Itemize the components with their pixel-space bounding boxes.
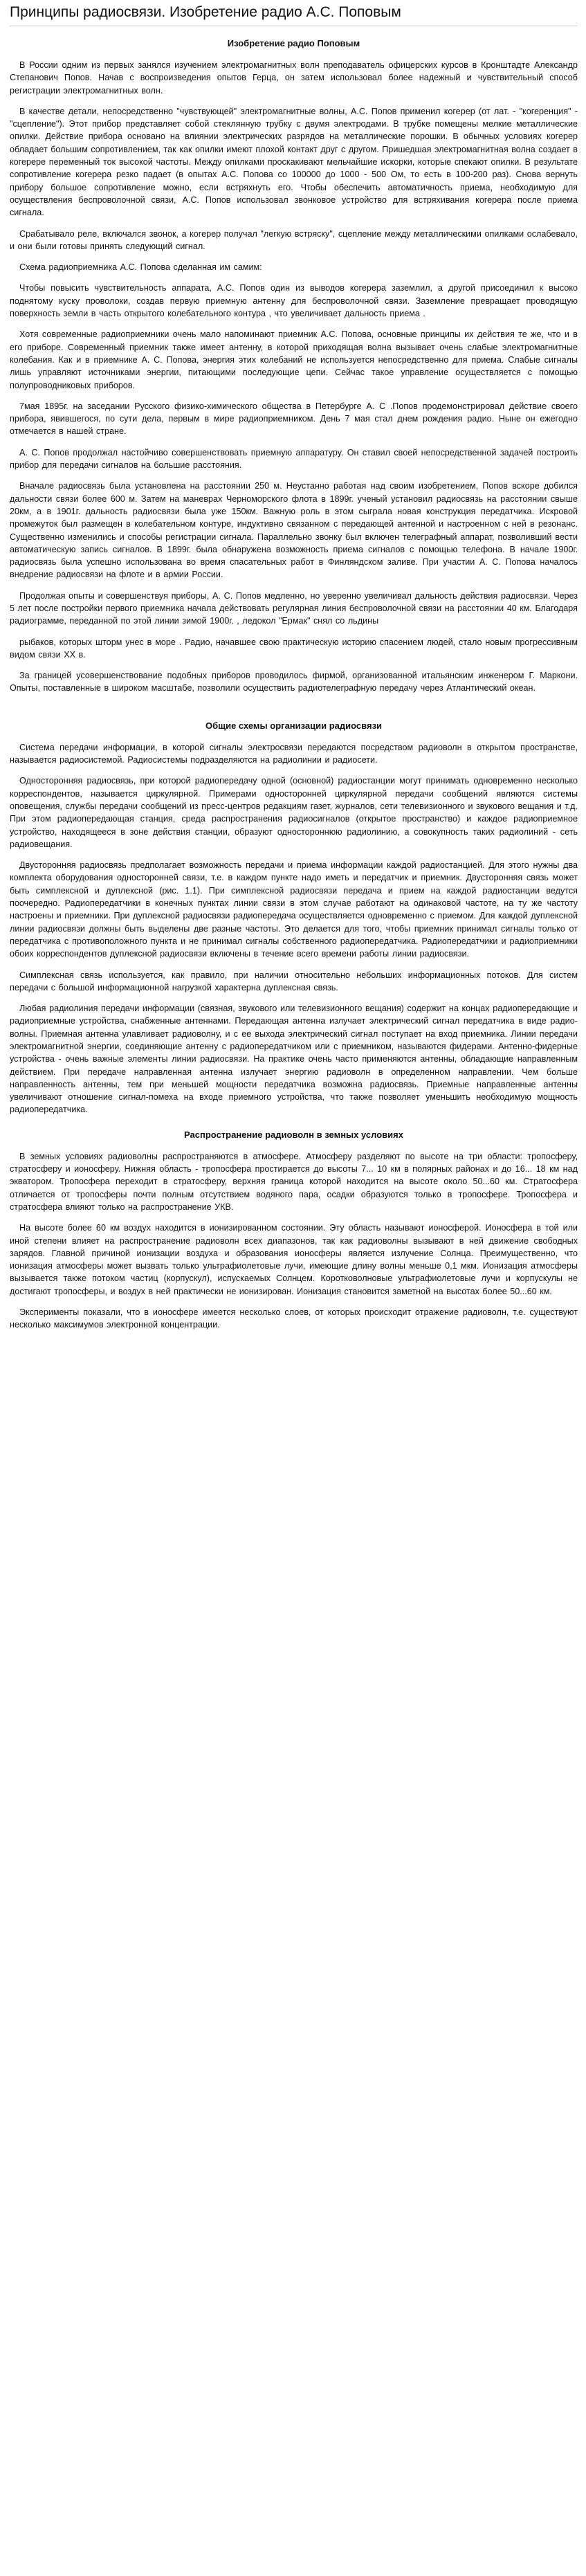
paragraph: В России одним из первых занялся изучением электромагнитных волн преподаватель офицерских курсов в Кронштадте Александр Степанович Попов. Начав с воспроизведения опытов Герца, он затем использовал более надежный и чувствительный способ регистрации электромагнитных волн.: [10, 60, 578, 96]
paragraph: А. С. Попов продолжал настойчиво совершенствовать приемную аппаратуру. Он ставил своей непосредственной задачей построить прибор для передачи сигналов на большие расстояния.: [10, 447, 578, 471]
paragraph: Эксперименты показали, что в ионосфере имеется несколько слоев, от которых происходит отражение радиоволн, т.е. существуют несколько максимумов электронной концентрации.: [10, 1307, 578, 1330]
paragraph: Срабатывало реле, включался звонок, а когерер получал "легкую встряску", сцепление между металлическими опилками ослабевало, и они были готовы принять следующий сигнал.: [10, 228, 578, 251]
paragraph: Двусторонняя радиосвязь предполагает возможность передачи и приема информации каждой радиостанцией. Для этого нужны два комплекта оборудования односторонней связи, т.е. в каждом пункте надо иметь и передатчик и приемник. Двусторонняя связь может быть симплексной и дуплексной (рис. 1.1). При симплексной радиосвязи передача и прием на каждой радиостанции ведутся поочередно. Радиопередатчики в конечных пунктах линии связи в этом случае работают на одинаковой частоте, на ту же частоту настроены и приемники. При дуплексной радиосвязи радиопередача осуществляется одновременно с приемом. Для каждой дуплексной линии радиосвязи должны быть выделены две разные частоты. Это делается для того, чтобы приемник принимал сигналы только от передатчика с противоположного пункта и не принимал сигналы собственного радиопередатчика. Радиопередатчики и радиоприемники обоих корреспондентов дуплексной радиосвязи включены в течение всего времени работы линии радиосвязи.: [10, 860, 578, 959]
article-body: [10, 37, 578, 1332]
paragraph: Любая радиолиния передачи информации (связная, звукового или телевизионного вещания) содержит на концах радиопередающие и радиоприемные устройства, снабженные антеннами. Передающая антенна излучает электрический сигнал передатчика в виде радио-волны. Приемная антенна улавливает радиоволну, и с ее выхода электрический сигнал поступает на вход приемника. Линии передачи электромагнитной энергии, соединяющие антенну с радиопередатчиком или с приемником, называются фидерами. Антенно-фидерные устройства - очень важные элементы линии радиосвязи. На практике очень часто применяются антенны, обладающие направленным действием. При передаче направленная антенна излучает энергию радиоволн в определенном направлении. Чем больше направленность антенны, тем при меньшей мощности передатчика возможна радиосвязь. Приемные направленные антенны увеличивают отношение сигнал-помеха на входе приемного устройства, что также позволяет уменьшить необходимую мощность радиопередатчика.: [10, 1004, 578, 1115]
paragraph: Чтобы повысить чувствительность аппарата, А.С. Попов один из выводов когерера заземлил, а другой присоединил к высоко поднятому куску проволоки, создав первую приемную антенну для беспроволочной связи. Заземление превращает проводящую поверхность земли в часть открытого колебательного контура , что увеличивает дальность приема .: [10, 283, 578, 319]
section-wave-propagation: [10, 1129, 578, 1332]
paragraph: Односторонняя радиосвязь, при которой радиопередачу одной (основной) радиостанции могут принимать одновременно несколько корреспондентов, называется циркулярной. Примерами односторонней циркулярной передачи сообщений являются системы оповещения, службы передачи сообщений из пресс-центров редакциям газет, журналов, сети телевизионного и звукового вещания и т.д. При этом радиопередающая станция, среда распространения радиосигналов (открытое пространство) и каждое радиоприемное устройство, находящееся в зоне действия станции, образуют одностороннюю радиолинию, а совокупность таких радиолиний - сеть радиовещания.: [10, 776, 578, 849]
section-popov-invention: [10, 37, 578, 695]
paragraph: В земных условиях радиоволны распространяются в атмосфере. Атмосферу разделяют по высоте на три области: тропосферу, стратосферу и ионосферу. Нижняя область - тропосфера простирается до высоты 7... 10 км в полярных районах и до 16... 18 км над экватором. Тропосфера переходит в стратосферу, верхняя граница которой находится на высоте около 50...60 км. Стратосфера отличается от тропосферы почти полным отсутствием водяного пара, осадки образуются только в тропосфере. Тропосфера и стратосфера влияют только на распространение УКВ.: [10, 1151, 578, 1212]
paragraph: Схема радиоприемника А.С. Попова сделанная им самим:: [19, 262, 262, 273]
paragraph: Продолжая опыты и совершенствуя приборы, А. С. Попов медленно, но уверенно увеличивал дальность действия радиосвязи. Через 5 лет после постройки первого приемника начала действовать регулярная линия беспроволочной связи на расстоянии 40 км. Благодаря радиограмме, переданной по этой линии зимой 1900г. , ледокол "Ермак" снял со льдины: [10, 590, 578, 626]
paragraph: В качестве детали, непосредственно "чувствующей" электромагнитные волны, А.С. Попов применил когерер (от лат. - "когеренция" - "сцепление"). Этот прибор представляет собой стеклянную трубку с двумя электродами. В трубке помещены мелкие металлические опилки. Действие прибора основано на влиянии электрических разрядов на металлические порошки. В обычных условиях когерер обладает большим сопротивлением, так как опилки имеют плохой контакт друг с другом. Пришедшая электромагнитная волна создает в когерере переменный ток высокой частоты. Между опилками проскакивают мельчайшие искорки, которые спекают опилки. В результате сопротивление когерера резко падает (в опытах А.С. Попова со 100000 до 1000 - 500 Ом, то есть в 100-200 раз). Снова вернуть прибору большое сопротивление можно, если встряхнуть его. Чтобы обеспечить автоматичность приема, необходимую для осуществления беспроволочной связи, А.С. Попов использовал звонковое устройство для встряхивания когерера после приема сигнала.: [10, 106, 578, 218]
paragraph: рыбаков, которых шторм унес в море . Радио, начавшее свою практическую историю спасением людей, стало новым прогрессивным видом связи XX в.: [10, 637, 578, 660]
section-title: Общие схемы организации радиосвязи: [205, 720, 383, 731]
section-radio-schemes: [10, 720, 578, 1116]
paragraph: За границей усовершенствование подобных приборов проводилось фирмой, организованной итальянским инженером Г. Маркони. Опыты, поставленные в широком масштабе, позволили осуществить радиотелеграфную передачу через Атлантический океан.: [10, 671, 578, 693]
paragraph: На высоте более 60 км воздух находится в ионизированном состоянии. Эту область называют ионосферой. Ионосфера в той или иной степени влияет на распространение радиоволн всех диапазонов, так как радиоволны вызывают в ней движение свободных зарядов. Главной причиной ионизации воздуха и образования ионосферы является излучение Солнца. Преимущественно, что ионизация атмосферы может вызвать только ультрафиолетовые лучи, имеющие длину волны меньше 0,1 мкм. Ионизация атмосферы вызывается также потоком частиц (корпускул), испускаемых Солнцем. Коротковолновые ультрафиолетовые лучи и корпускулы не достигают тропосферы, и воздух в ней практически не ионизирован. Ионизация становится заметной на высотах более 50...60 км.: [10, 1223, 578, 1296]
paragraph: 7мая 1895г. на заседании Русского физико-химического общества в Петербурге А. С .Попов продемонстрировал действие своего прибора, явившегося, по сути дела, первым в мире радиоприемником. День 7 мая стал днем рождения радио. Ныне он ежегодно отмечается в нашей стране.: [10, 401, 578, 437]
paragraph: Симплексная связь используется, как правило, при наличии относительно небольших информационных потоков. Для систем передачи с большой информационной нагрузкой характерна дуплексная связь.: [10, 970, 578, 992]
paragraph: Хотя современные радиоприемники очень мало напоминают приемник А.С. Попова, основные принципы их действия те же, что и в его приборе. Современный приемник также имеет антенну, в которой приходящая волна вызывает очень слабые электромагнитные колебания. Как и в приемнике А. С. Попова, энергия этих колебаний не используется непосредственно для приема. Слабые сигналы лишь управляют источниками энергии, питающими последующие цепи. Сейчас такое управление осуществляется с помощью полупроводниковых приборов.: [10, 329, 578, 390]
paragraph: Система передачи информации, в которой сигналы электросвязи передаются посредством радиоволн в открытом пространстве, называется радиосистемой. Радиосистемы подразделяются на радиолинии и радиосети.: [10, 742, 578, 765]
section-title: Распространение радиоволн в земных условиях: [184, 1129, 403, 1140]
paragraph: Вначале радиосвязь была установлена на расстоянии 250 м. Неустанно работая над своим изобретением, Попов вскоре добился дальности связи более 600 м. Затем на маневрах Черноморского флота в 1899г. ученый установил радиосвязь на расстоянии свыше 20км, а в 1901г. дальность радиосвязи была уже 150км. Важную роль в этом сыграла новая конструкция передатчика. Искровой промежуток был размещен в колебательном контуре, индуктивно связанном с передающей антенной и настроенном с ней в резонанс. Существенно изменились и способы регистрации сигнала. Параллельно звонку был включен телеграфный аппарат, позволивший вести автоматическую запись сигналов. В 1899г. была обнаружена возможность приема сигналов с помощью телефона. В начале 1900г. радиосвязь была успешно использована во время спасательных работ в Финляндском заливе. При участии А. С. Попова началось внедрение радиосвязи на флоте и в армии России.: [10, 481, 578, 580]
page-title: Принципы радиосвязи. Изобретение радио А.С. Поповым: [10, 0, 578, 26]
section-title: Изобретение радио Поповым: [227, 38, 360, 48]
